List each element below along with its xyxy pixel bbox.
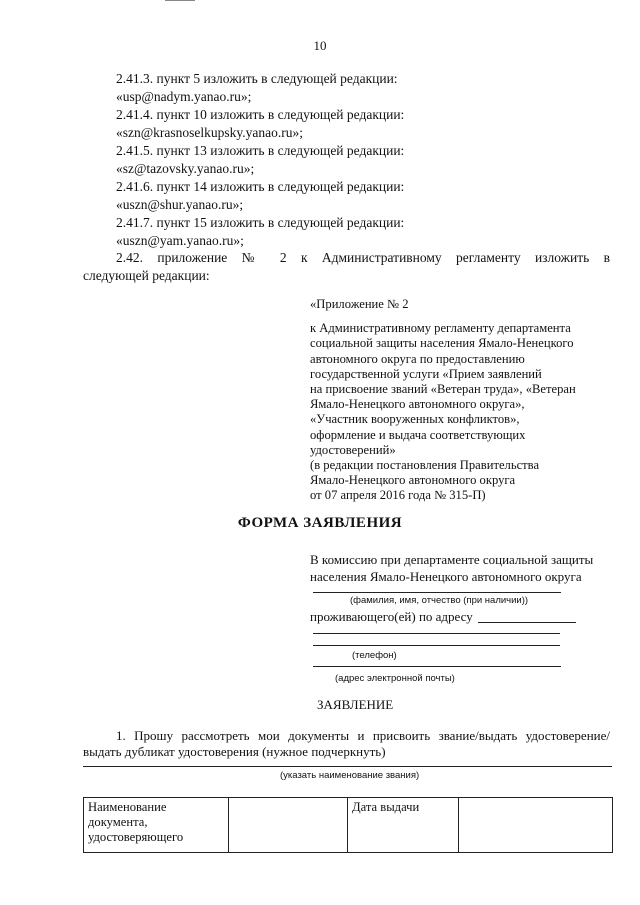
amendment-clause: 2.41.6. пункт 14 изложить в следующей редакции: <box>116 179 405 194</box>
amendment-email: «szn@krasnoselkupsky.yanao.ru»; <box>116 125 304 140</box>
title-field-line[interactable] <box>83 766 612 767</box>
amendment-clause: 2.41.4. пункт 10 изложить в следующей редакции: <box>116 107 405 122</box>
statement-title: ЗАЯВЛЕНИЕ <box>317 697 394 712</box>
appendix-line: (в редакции постановления Правительства <box>310 458 540 473</box>
appendix-line: государственной услуги «Прием заявлений <box>310 366 542 381</box>
fio-field-line[interactable] <box>313 592 561 593</box>
amendment-clause: 2.41.7. пункт 15 изложить в следующей редакции: <box>116 215 405 230</box>
form-title: ФОРМА ЗАЯВЛЕНИЯ <box>237 515 403 531</box>
request-line2: выдать дубликат удостоверения (нужное подчеркнуть) <box>83 744 386 759</box>
issue-date-value-cell[interactable] <box>459 798 613 853</box>
doc-value-cell[interactable] <box>229 798 348 853</box>
clause-242-line2: следующей редакции: <box>83 268 210 283</box>
issue-date-label: Дата выдачи <box>352 800 420 814</box>
appendix-line: к Административному регламенту департамента <box>310 321 571 336</box>
address-field-line[interactable] <box>478 622 576 623</box>
appendix-line: Ямало-Ненецкого автономного округа <box>310 473 516 488</box>
issue-date-label-cell <box>348 798 459 853</box>
caption-fio: (фамилия, имя, отчество (при наличии)) <box>350 595 529 606</box>
doc-label-line: документа, <box>88 815 148 829</box>
appendix-line: оформление и выдача соответствующих <box>310 427 526 442</box>
phone-field-line[interactable] <box>313 645 560 646</box>
appendix-title: «Приложение № 2 <box>310 297 409 311</box>
amendment-email: «usp@nadym.yanao.ru»; <box>116 89 252 104</box>
appendix-line: от 07 апреля 2016 года № 315-П) <box>310 488 486 503</box>
address-field-line-2[interactable] <box>313 633 560 634</box>
appendix-line: автономного округа по предоставлению <box>310 351 525 366</box>
caption-email: (адрес электронной почты) <box>335 673 455 684</box>
doc-label-line: удостоверяющего <box>88 830 184 844</box>
document-table <box>83 797 613 853</box>
clause-242-line1: 2.42. приложение № 2 к Административному регламенту изложить в <box>116 250 610 265</box>
amendment-email: «uszn@shur.yanao.ru»; <box>116 197 244 212</box>
appendix-line: «Участник вооруженных конфликтов», <box>310 412 520 427</box>
addressee-line2: населения Ямало-Ненецкого автономного округа <box>310 569 582 584</box>
request-line1: 1. Прошу рассмотреть мои документы и присвоить звание/выдать удостоверение/ <box>116 728 610 743</box>
table-row <box>84 798 613 853</box>
caption-phone: (телефон) <box>352 650 397 661</box>
addressee-line1: В комиссию при департаменте социальной защиты <box>310 552 594 567</box>
amendment-email: «uszn@yam.yanao.ru»; <box>116 233 244 248</box>
doc-label-cell <box>84 798 229 853</box>
amendment-email: «sz@tazovsky.yanao.ru»; <box>116 161 255 176</box>
appendix-line: Ямало-Ненецкого автономного округа», <box>310 397 525 412</box>
appendix-line: удостоверений» <box>310 442 396 457</box>
residing-label: проживающего(ей) по адресу <box>310 609 473 624</box>
doc-label-line: Наименование <box>88 800 167 814</box>
appendix-line: социальной защиты населения Ямало-Ненецкого <box>310 336 574 351</box>
appendix-line: на присвоение званий «Ветеран труда», «Ветеран <box>310 382 576 397</box>
email-field-line[interactable] <box>313 666 561 667</box>
amendment-clause: 2.41.5. пункт 13 изложить в следующей редакции: <box>116 143 405 158</box>
scan-artifact-line <box>165 0 195 1</box>
amendment-clause: 2.41.3. пункт 5 изложить в следующей редакции: <box>116 71 398 86</box>
page-number: 10 <box>313 38 327 53</box>
appendix-block <box>310 297 576 504</box>
caption-title: (указать наименование звания) <box>280 770 420 781</box>
